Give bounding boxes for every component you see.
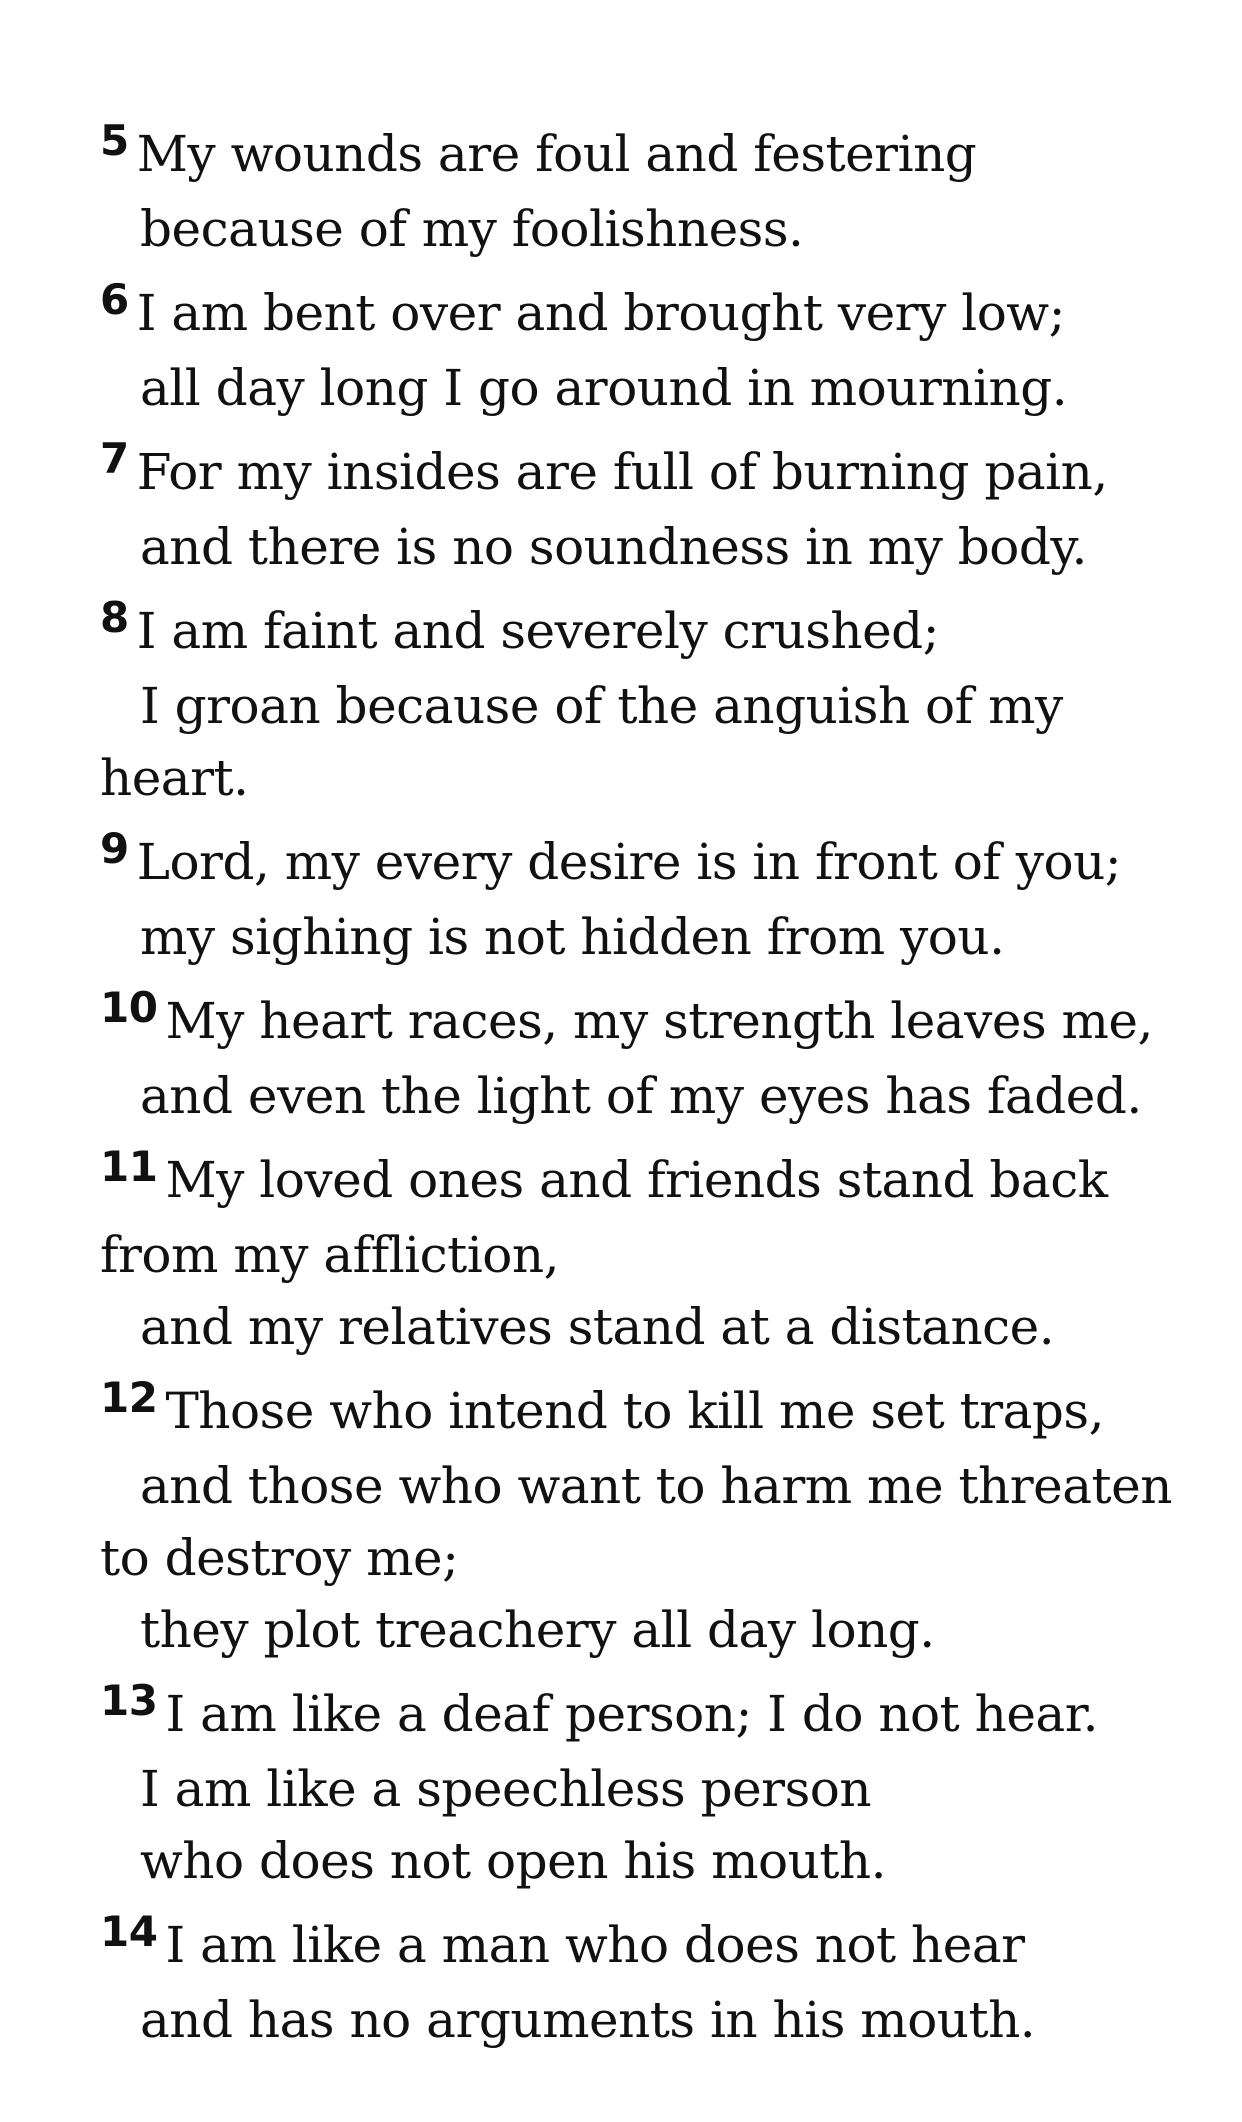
- verse-line: [100, 352, 1210, 424]
- verse-number: 12: [100, 1373, 158, 1422]
- verse-text: My heart races, my strength leaves me,: [165, 992, 1153, 1050]
- verse-number: 6: [100, 275, 129, 324]
- verse-14: [100, 1909, 1210, 2056]
- verse-text: I am like a man who does not hear: [165, 1916, 1025, 1974]
- verse-text: who does not open his mouth.: [140, 1832, 886, 1890]
- verse-text: Lord, my every desire is in front of you;: [136, 833, 1122, 891]
- verse-text: I groan because of the anguish of my: [140, 677, 1063, 735]
- verse-line: [100, 1291, 1210, 1363]
- verse-text: to destroy me;: [100, 1529, 459, 1587]
- verse-line: [100, 1522, 1210, 1594]
- verse-number: 13: [100, 1676, 158, 1725]
- verse-12: [100, 1375, 1210, 1666]
- verse-line: [100, 670, 1210, 742]
- verse-9: [100, 826, 1210, 973]
- verse-text: I am like a speechless person: [140, 1760, 872, 1818]
- verse-line: [100, 901, 1210, 973]
- verse-line: [100, 742, 1210, 814]
- verse-line: [100, 826, 1210, 901]
- verse-text: I am bent over and brought very low;: [136, 284, 1065, 342]
- verse-number: 5: [100, 116, 129, 165]
- verse-line: [100, 193, 1210, 265]
- verse-text: For my insides are full of burning pain,: [136, 443, 1108, 501]
- verse-line: [100, 1984, 1210, 2056]
- verse-line: [100, 985, 1210, 1060]
- verse-line: [100, 1594, 1210, 1666]
- verse-line: [100, 1219, 1210, 1291]
- verse-text: all day long I go around in mourning.: [140, 359, 1068, 417]
- verse-number: 8: [100, 593, 129, 642]
- verse-8: [100, 595, 1210, 814]
- verse-text: and even the light of my eyes has faded.: [140, 1067, 1142, 1125]
- verse-number: 9: [100, 824, 129, 873]
- verse-7: [100, 436, 1210, 583]
- verse-number: 10: [100, 983, 158, 1032]
- verse-number: 7: [100, 434, 129, 483]
- verse-text: heart.: [100, 749, 249, 807]
- verse-line: [100, 436, 1210, 511]
- verse-line: [100, 277, 1210, 352]
- verse-text: because of my foolishness.: [140, 200, 804, 258]
- verse-text: My wounds are foul and festering: [136, 125, 977, 183]
- verse-text: Those who intend to kill me set traps,: [165, 1382, 1104, 1440]
- verse-line: [100, 1450, 1210, 1522]
- verse-text: and has no arguments in his mouth.: [140, 1991, 1036, 2049]
- verse-line: [100, 1753, 1210, 1825]
- verse-line: [100, 1144, 1210, 1219]
- verse-text: and my relatives stand at a distance.: [140, 1298, 1055, 1356]
- verse-line: [100, 1060, 1210, 1132]
- verse-13: [100, 1678, 1210, 1897]
- verse-6: [100, 277, 1210, 424]
- verse-line: [100, 1678, 1210, 1753]
- verse-5: [100, 118, 1210, 265]
- verse-line: [100, 1375, 1210, 1450]
- verse-line: [100, 595, 1210, 670]
- verse-text: My loved ones and friends stand back: [165, 1151, 1108, 1209]
- verse-11: [100, 1144, 1210, 1363]
- verse-text: they plot treachery all day long.: [140, 1601, 935, 1659]
- verse-line: [100, 511, 1210, 583]
- verse-10: [100, 985, 1210, 1132]
- verse-text: my sighing is not hidden from you.: [140, 908, 1005, 966]
- verse-text: I am like a deaf person; I do not hear.: [165, 1685, 1099, 1743]
- verse-number: 14: [100, 1907, 158, 1956]
- verse-line: [100, 1909, 1210, 1984]
- verse-text: and those who want to harm me threaten: [140, 1457, 1172, 1515]
- verse-text: from my affliction,: [100, 1226, 559, 1284]
- verse-text: and there is no soundness in my body.: [140, 518, 1087, 576]
- verse-text: I am faint and severely crushed;: [136, 602, 940, 660]
- verse-line: [100, 118, 1210, 193]
- verse-number: 11: [100, 1142, 158, 1191]
- verse-line: [100, 1825, 1210, 1897]
- scripture-text: [100, 118, 1210, 2068]
